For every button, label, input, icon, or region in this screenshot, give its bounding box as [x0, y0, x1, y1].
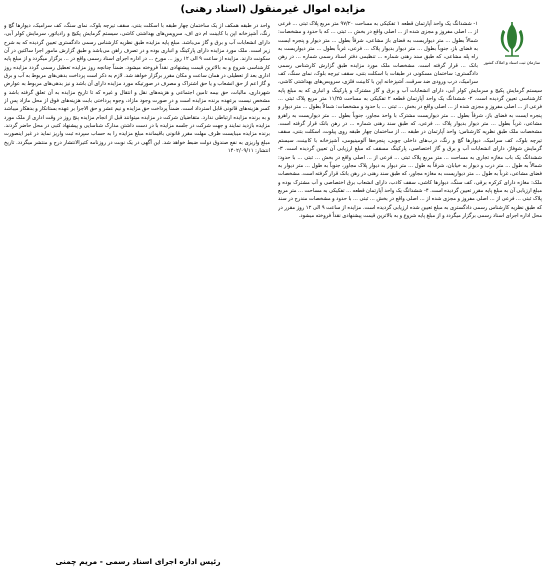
signature: رئیس اداره اجرای اسناد رسمی - مریم چمنی [55, 557, 221, 566]
iran-emblem-icon [495, 20, 529, 60]
notice-paragraph-left: واحد در طبقه همکف از یک ساختمان چهار طبقه با اسکلت بتنی، سقف تیرچه بلوک، نمای سنگ، کف سرامیک، دیوارها گچ و رنگ، آشپزخانه اپن با کابینت ام دی اف، سرویس‌های بهداشتی کاشی، سیستم گرمایش پکیج و رادیاتور، سرمایش کولر آبی، دارای انشعابات آب و برق و گاز می‌باشد. مبلغ پایه مزایده طبق نظریه کارشناس رسمی دادگستری تعیین گردیده که به شرح زیر است. ملک مورد مزایده دارای پارکینگ و انباری بوده و در تصرف راهن می‌باشد و طبق گزارش مامور اجرا ساکنین در آن سکونت دارند. مزایده از ساعت ۹ الی ۱۲ روز ... مورخ ... در اداره اجرای اسناد رسمی واقع در ... برگزار میگردد و از مبلغ پایه کارشناسی شروع و به بالاترین قیمت پیشنهادی نقداً فروخته میشود. ضمناً چنانچه روز مزایده تعطیل رسمی گردد مزایده روز اداری بعد از تعطیلی در همان ساعت و مکان مقرر برگزار خواهد شد. لازم به ذکر است پرداخت بدهی‌های مربوط به آب و برق و گاز اعم از حق انشعاب و یا حق اشتراک و مصرف در صورتیکه مورد مزایده دارای آن باشد و نیز بدهی‌های مربوط به عوارض شهرداری، مالیات، حق بیمه تامین اجتماعی و هزینه‌های نقل و انتقال و غیره که تا تاریخ مزایده به آن تعلق گرفته باشد و مشخص نیست برعهده برنده مزایده است و در صورت وجود مازاد، وجوه پرداختی بابت هزینه‌های فوق از محل مازاد پس از کسر هزینه‌های قانونی قابل استرداد است. ضمناً پرداخت حق مزایده و نیم عشر و حق الاجرا بر عهده بستانکار و بدهکار میباشد و به برنده مزایده ارتباطی ندارد. متقاضیان شرکت در مزایده میتوانند قبل از انجام مزایده پنج روز در وقت اداری از ملک مورد مزایده بازدید نمایند و جهت شرکت در جلسه مزایده با در دست داشتن مدارک شناسایی و پیشنهاد کتبی در محل حاضر گردند. برنده مزایده میبایست ظرف مهلت مقرر قانونی باقیمانده مبلغ مزایده را به حساب سپرده ثبت واریز نماید در غیر اینصورت مبلغ واریزی به نفع صندوق دولت ضبط خواهد شد. این آگهی در یک نوبت در روزنامه کثیرالانتشار درج و منتشر میگردد. تاریخ انتشار: ۱۴۰۲/۰۹/۱۱ [4, 23, 270, 155]
emblem [482, 20, 542, 80]
emblem-caption: سازمان ثبت اسناد و املاک کشور [483, 60, 541, 65]
notice-title: مزایده اموال غیرمنقول (اسناد رهنی) [180, 4, 366, 15]
notice-body-right-column [278, 20, 542, 572]
notice-body-left-column [4, 22, 270, 542]
notice-paragraph-right: ۱- ششدانگ یک واحد آپارتمان قطعه ۱ تفکیکی به مساحت ۹۷/۲۰ متر مربع پلاک ثبتی ... فرعی از ... اصلی مفروز و مجزی شده از ... اصلی واقع در بخش ... ثبتی ... که با حدود و مشخصات: شمالاً بطول ... متر دیواریست به فضای باز مشاعی، شرقاً بطول ... متر دیوار و پنجره ایست به فضای باز، جنوباً بطول ... متر دیوار بدیوار پلاک ... فرعی، غرباً بطول ... متر دیواریست به راه پله مشاعی، که طبق سند رهنی شماره ... تنظیمی دفتر اسناد رسمی شماره ... در رهن بانک ... قرار گرفته است. مشخصات ملک مورد مزایده طبق گزارش کارشناس رسمی دادگستری: ساختمان مسکونی در طبقات با اسکلت بتنی، سقف تیرچه بلوک، نمای سنگ، کف سرامیک، درب ورودی ضد سرقت، آشپزخانه اپن با کابینت فلزی، سرویس‌های بهداشتی کاشی، سیستم گرمایش پکیج و سرمایش کولر آبی، دارای انشعابات آب و برق و گاز مشترک و پارکینگ و انباری که به مبلغ پایه کارشناسی تعیین گردیده است. ۲- ششدانگ یک واحد آپارتمان قطعه ۲ تفکیکی به مساحت ۱۱/۲۵ متر مربع پلاک ثبتی ... فرعی از ... اصلی مفروز و مجزی شده از ... اصلی واقع در بخش ... ثبتی ... با حدود و مشخصات: شمالاً بطول ... متر دیوار و پنجره ایست به فضای باز، شرقاً بطول ... متر دیواریست مشترک با واحد مجاور، جنوباً بطول ... متر دیواریست به راهرو مشاعی، غرباً بطول ... متر دیوار بدیوار پلاک ... فرعی، که طبق سند رهنی شماره ... در رهن بانک قرار گرفته است. مشخصات ملک طبق نظریه کارشناس: واحد آپارتمان در طبقه ... از ساختمان چهار طبقه روی پیلوت، اسکلت بتنی، سقف تیرچه بلوک، کف سرامیک، دیوارها گچ و رنگ، درب‌های داخلی چوبی، پنجره‌ها آلومینیومی، آشپزخانه با کابینت، سیستم گرمایش شوفاژ، دارای انشعابات آب و برق و گاز اختصاصی، پارکینگ مسقف که مبلغ ارزیابی آن تعیین گردیده است. ۳- ششدانگ یک باب مغازه تجاری به مساحت ... متر مربع پلاک ثبتی ... فرعی از ... اصلی واقع در بخش ... ثبتی ... با حدود: شمالاً به طول ... متر درب و دیوار به خیابان، شرقاً به طول ... متر دیوار به دیوار پلاک مجاور، جنوباً به طول ... متر دیوار به فضای مشاعی، غرباً به طول ... متر دیواریست به مغازه مجاور، که طبق سند رهنی در رهن بانک قرار گرفته است. مشخصات ملک: مغازه دارای کرکره برقی، کف سنگ، دیوارها کاشی، سقف کاذب، دارای انشعاب برق اختصاصی و آب مشترک بوده و مبلغ ارزیابی آن به مبلغ پایه مقرر تعیین گردیده است. ۴- ششدانگ یک واحد آپارتمان قطعه ... تفکیکی به مساحت ... متر مربع پلاک ثبتی ... فرعی از ... اصلی مفروز و مجزی شده از ... اصلی واقع در بخش ... ثبتی ... با حدود و مشخصات مندرج در سند که طبق نظریه کارشناس رسمی دادگستری به مبلغ تعیین شده ارزیابی گردیده است. مزایده از ساعت ۹ الی ۱۲ روز مقرر در محل اداره اجرای اسناد رسمی برگزار میگردد و از مبلغ پایه شروع و به بالاترین قیمت پیشنهادی نقداً فروخته میشود. [278, 21, 542, 219]
